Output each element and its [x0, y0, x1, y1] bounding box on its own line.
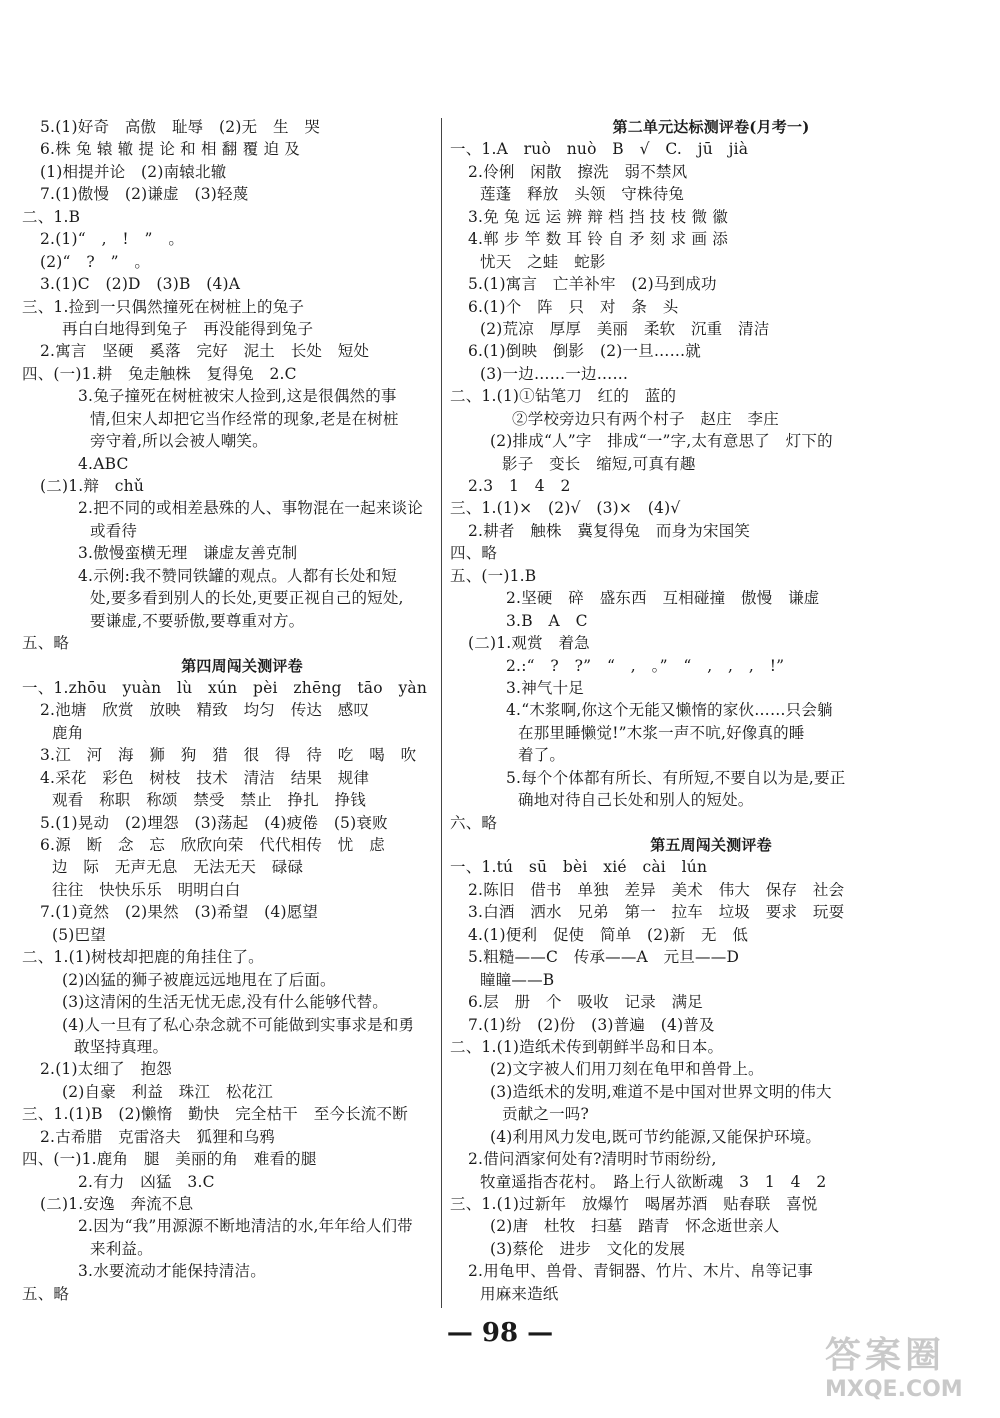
watermark-logo — [825, 1334, 990, 1414]
answer-line: (2)自豪 利益 珠江 松花江 — [62, 1082, 273, 1101]
answer-line: 二、1.B — [22, 207, 81, 226]
answer-line: 2.用龟甲、兽骨、青铜器、竹片、木片、帛等记事 — [468, 1262, 813, 1281]
answer-line: 一、1.zhōu yuàn lù xún pèi zhēng tāo yàn — [22, 678, 428, 697]
answer-line: 4.郸 步 竿 数 耳 铃 自 矛 刻 求 画 添 — [468, 230, 728, 249]
answer-line: 鹿角 — [52, 723, 84, 742]
answer-line: 六、略 — [450, 813, 498, 832]
answer-line: 3.江 河 海 狮 狗 猎 很 得 待 吃 喝 吹 — [40, 746, 417, 765]
answer-line: 3.白酒 洒水 兄弟 第一 拉车 垃圾 要求 玩耍 — [468, 903, 845, 922]
answer-line: 5.每个个体都有所长、有所短,不要自以为是,要正 — [506, 768, 846, 787]
watermark-title: 答案圈 — [825, 1335, 946, 1376]
section-title: 第五周闯关测评卷 — [650, 836, 772, 854]
answer-line: 5.(1)寓言 亡羊补牢 (2)马到成功 — [468, 275, 717, 294]
answer-line: (2)“ ? ” 。 — [40, 252, 151, 271]
answer-line: 4.(1)便利 促使 简单 (2)新 无 低 — [468, 925, 749, 944]
answer-line: 4.示例:我不赞同铁罐的观点。人都有长处和短 — [78, 566, 397, 585]
answer-line: 四、略 — [450, 544, 498, 563]
column-divider — [441, 118, 442, 1308]
answer-line: 3.兔子撞死在树桩被宋人捡到,这是很偶然的事 — [78, 387, 397, 406]
answer-line: 五、(一)1.B — [450, 566, 537, 585]
answer-line: (2)荒凉 厚厚 美丽 柔软 沉重 清洁 — [480, 319, 770, 338]
watermark-url: MXQE.COM — [825, 1377, 963, 1402]
answer-line: 2.耕者 触株 冀复得兔 而身为宋国笑 — [468, 521, 751, 540]
answer-line: 6.源 断 念 忘 欣欣向荣 代代相传 忧 虑 — [40, 836, 385, 854]
answer-line: 2.因为“我”用源源不断地清洁的水,年年给人们带 — [78, 1217, 413, 1236]
answer-line: 三、1.(1)× (2)√ (3)× (4)√ — [450, 499, 681, 518]
answer-line: 一、1.A ruò nuò B √ C. jū jià — [450, 140, 749, 159]
answer-line: 2.陈旧 借书 单独 差异 美术 伟大 保存 社会 — [468, 880, 845, 899]
answer-line: 2.3 1 4 2 — [468, 477, 571, 495]
answer-line: 影子 变长 缩短,可真有趣 — [502, 454, 696, 473]
answer-line: 3.免 兔 远 运 辨 辩 档 挡 技 枝 微 徽 — [468, 207, 728, 226]
answer-line: 2.把不同的或相差悬殊的人、事物混在一起来谈论 — [78, 499, 423, 518]
left-answer-column — [22, 116, 462, 1305]
answer-line: ②学校旁边只有两个村子 赵庄 李庄 — [512, 409, 779, 428]
answer-line: 4.采花 彩色 树枝 技术 清洁 结果 规律 — [40, 768, 370, 787]
page-number: — 98 — — [446, 1318, 554, 1348]
answer-line: 着了。 — [518, 746, 566, 765]
answer-line: 2.寓言 坚硬 奚落 完好 泥土 长处 短处 — [40, 342, 370, 361]
answer-line: 6.(1)倒映 倒影 (2)一旦……就 — [468, 342, 702, 361]
answer-line: 二、1.(1)造纸术传到朝鲜半岛和日本。 — [450, 1037, 724, 1056]
answer-line: 五、略 — [22, 1284, 70, 1303]
answer-line: (2)凶猛的狮子被鹿远远地甩在了后面。 — [62, 970, 336, 989]
answer-line: (4)利用风力发电,既可节约能源,又能保护环境。 — [490, 1127, 822, 1146]
answer-line: 一、1.tú sū bèi xié cài lún — [450, 858, 708, 877]
answer-line: 贡献之一吗? — [502, 1105, 590, 1124]
answer-line: 旁守着,所以会被人嘲笑。 — [90, 432, 268, 451]
answer-line: 2.池塘 欣赏 放映 精致 均匀 传达 感叹 — [40, 701, 370, 720]
answer-line: (二)1.观赏 着急 — [468, 634, 590, 653]
answer-line: 2.有力 凶猛 3.C — [78, 1172, 215, 1191]
answer-line: 2.(1)“ , ! ” 。 — [40, 230, 185, 249]
answer-line: 5.粗糙——C 传承——A 元旦——D — [468, 948, 740, 967]
answer-line: 3.神气十足 — [506, 678, 584, 697]
answer-line: 4.“木浆啊,你这个无能又懒惰的家伙……只会躺 — [506, 701, 833, 720]
answer-line: 观看 称职 称颂 禁受 禁止 挣扎 挣钱 — [52, 791, 367, 810]
answer-line: (二)1.辩 chǔ — [40, 477, 145, 495]
answer-line: 来利益。 — [90, 1239, 153, 1258]
answer-line: (4)人一旦有了私心杂念就不可能做到实事求是和勇 — [62, 1015, 415, 1034]
section-title: 第四周闯关测评卷 — [181, 656, 303, 675]
answer-line: (3)一边……一边…… — [480, 364, 629, 383]
answer-line: (2)排成“人”字 排成“一”字,太有意思了 灯下的 — [490, 432, 833, 451]
section-title: 第二单元达标测评卷(月考一) — [612, 118, 810, 136]
answer-line: 3.水要流动才能保持清洁。 — [78, 1262, 266, 1281]
answer-line: 忧天 之蛙 蛇影 — [480, 252, 606, 271]
answer-line: 2.坚硬 碎 盛东西 互相碰撞 傲慢 谦虚 — [506, 589, 820, 608]
answer-line: 3.(1)C (2)D (3)B (4)A — [40, 275, 241, 294]
answer-line: 2.古希腊 克雷洛夫 狐狸和乌鸦 — [40, 1127, 275, 1146]
answer-line: 三、1.(1)B (2)懒惰 勤快 完全枯干 至今长流不断 — [22, 1105, 408, 1124]
answer-line: 处,要多看到别人的长处,更要正视自己的短处, — [90, 589, 404, 608]
answer-line: 5.(1)好奇 高傲 耻辱 (2)无 生 哭 — [40, 118, 321, 136]
answer-line: 5.(1)晃动 (2)埋怨 (3)荡起 (4)疲倦 (5)衰败 — [40, 813, 388, 832]
answer-line: 确地对待自己长处和别人的短处。 — [518, 791, 754, 810]
answer-line: 再白白地得到兔子 再没能得到兔子 — [62, 319, 314, 338]
answer-line: 2.伶俐 闲散 擦洗 弱不禁风 — [468, 162, 688, 181]
answer-line: 二、1.(1)树枝却把鹿的角挂住了。 — [22, 948, 264, 967]
answer-line: 或看待 — [90, 521, 138, 540]
answer-line: 往往 快快乐乐 明明白白 — [52, 880, 241, 899]
answer-line: (5)巴望 — [52, 925, 106, 944]
answer-line: 4.ABC — [78, 454, 129, 473]
answer-line: 2.借问酒家何处有?清明时节雨纷纷, — [468, 1150, 717, 1169]
answer-line: (1)相提并论 (2)南辕北辙 — [40, 162, 227, 181]
answer-line: 6.株 兔 辕 辙 提 论 和 相 翻 覆 迫 及 — [40, 140, 300, 159]
answer-line: 6.(1)个 阵 只 对 条 头 — [468, 297, 679, 316]
answer-line: (二)1.安逸 奔流不息 — [40, 1195, 194, 1213]
answer-line: 6.层 册 个 吸收 记录 满足 — [468, 993, 703, 1012]
answer-line: 2.:“ ? ?” “ , 。” “ , , , !” — [506, 656, 785, 675]
answer-line: 7.(1)傲慢 (2)谦虚 (3)轻蔑 — [40, 185, 249, 204]
answer-line: 用麻来造纸 — [480, 1284, 559, 1303]
answer-line: 牧童遥指杏花村。 路上行人欲断魂 3 1 4 2 — [480, 1172, 827, 1191]
answer-line: 瞳瞳——B — [480, 970, 555, 989]
answer-line: 7.(1)纷 (2)份 (3)普遍 (4)普及 — [468, 1015, 715, 1034]
answer-line: 7.(1)竟然 (2)果然 (3)希望 (4)愿望 — [40, 903, 319, 922]
answer-line: (3)造纸术的发明,难道不是中国对世界文明的伟大 — [490, 1082, 832, 1101]
answer-line: 莲蓬 释放 头领 守株待兔 — [480, 185, 685, 204]
answer-line: 三、1.(1)过新年 放爆竹 喝屠苏酒 贴春联 喜悦 — [450, 1195, 818, 1213]
answer-line: 在那里睡懒觉!”木浆一声不吭,好像真的睡 — [518, 723, 805, 742]
answer-line: 2.(1)太细了 抱怨 — [40, 1060, 172, 1079]
answer-line: 五、略 — [22, 634, 70, 653]
answer-line: 敢坚持真理。 — [74, 1037, 169, 1056]
answer-line: 四、(一)1.耕 兔走触株 复得兔 2.C — [22, 364, 297, 383]
answer-line: (3)蔡伦 进步 文化的发展 — [490, 1239, 686, 1258]
answer-line: 边 际 无声无息 无法无天 碌碌 — [52, 858, 304, 877]
answer-line: (2)文字被人们用刀刻在龟甲和兽骨上。 — [490, 1060, 764, 1079]
right-answer-column — [450, 116, 972, 1305]
answer-line: 二、1.(1)①钻笔刀 红的 蓝的 — [450, 387, 677, 406]
answer-line: 四、(一)1.鹿角 腿 美丽的角 难看的腿 — [22, 1150, 317, 1169]
answer-line: 3.傲慢蛮横无理 谦虚友善克制 — [78, 544, 298, 563]
answer-line: 3.B A C — [506, 611, 588, 630]
answer-line: 三、1.捡到一只偶然撞死在树桩上的兔子 — [22, 297, 305, 316]
answer-line: 情,但宋人却把它当作经常的现象,老是在树桩 — [90, 409, 399, 428]
answer-line: (3)这清闲的生活无忧无虑,没有什么能够代替。 — [62, 993, 388, 1012]
answer-line: 要谦虚,不要骄傲,要尊重对方。 — [90, 611, 305, 630]
answer-line: (2)唐 杜牧 扫墓 踏青 怀念逝世亲人 — [490, 1217, 780, 1236]
